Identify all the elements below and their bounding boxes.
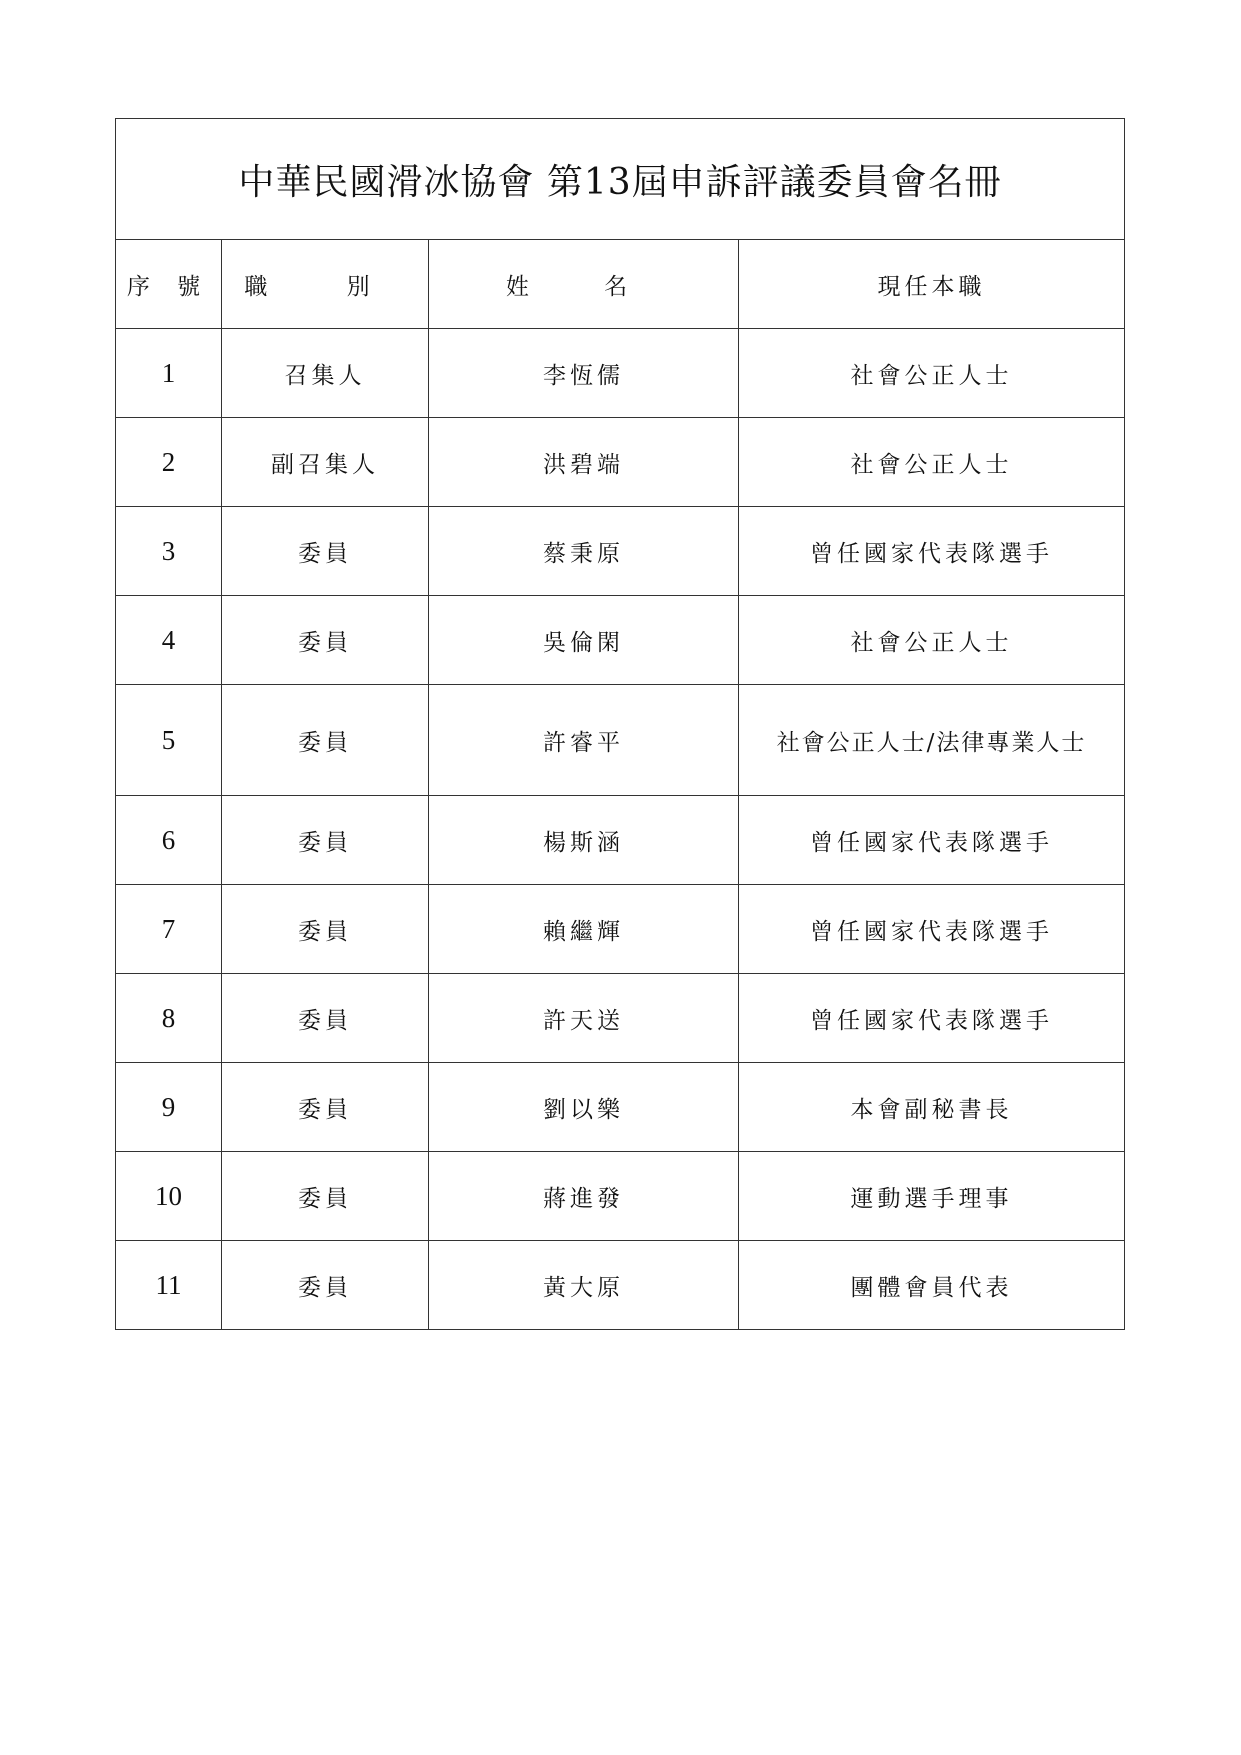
- row-position: 曾任國家代表隊選手: [739, 796, 1125, 885]
- row-number: 5: [116, 685, 222, 796]
- row-number: 2: [116, 418, 222, 507]
- row-name: 黃大原: [429, 1241, 739, 1330]
- row-name: 賴繼輝: [429, 885, 739, 974]
- row-number: 7: [116, 885, 222, 974]
- row-number: 4: [116, 596, 222, 685]
- row-role: 副召集人: [222, 418, 429, 507]
- row-name: 劉以樂: [429, 1063, 739, 1152]
- row-position: 社會公正人士: [739, 418, 1125, 507]
- row-number: 3: [116, 507, 222, 596]
- table-row: [116, 507, 1125, 596]
- column-header-number: 序 號: [116, 240, 222, 329]
- column-header-name: 姓 名: [429, 240, 739, 329]
- row-position: 運動選手理事: [739, 1152, 1125, 1241]
- table-row: [116, 596, 1125, 685]
- row-number: 10: [116, 1152, 222, 1241]
- row-role: 委員: [222, 507, 429, 596]
- row-name: 許睿平: [429, 685, 739, 796]
- row-position: 本會副秘書長: [739, 1063, 1125, 1152]
- row-position: 曾任國家代表隊選手: [739, 974, 1125, 1063]
- table-row: [116, 796, 1125, 885]
- row-role: 委員: [222, 1152, 429, 1241]
- table-row: [116, 418, 1125, 507]
- row-number: 6: [116, 796, 222, 885]
- table-row: [116, 974, 1125, 1063]
- row-position: 社會公正人士: [739, 596, 1125, 685]
- committee-roster-table: [115, 118, 1125, 1330]
- row-name: 吳倫閑: [429, 596, 739, 685]
- row-number: 8: [116, 974, 222, 1063]
- document-title: 中華民國滑冰協會 第13屆申訴評議委員會名冊: [116, 119, 1125, 240]
- row-number: 11: [116, 1241, 222, 1330]
- column-header-role: 職 別: [222, 240, 429, 329]
- table-row: [116, 685, 1125, 796]
- table-row: [116, 885, 1125, 974]
- row-name: 蔡秉原: [429, 507, 739, 596]
- row-role: 召集人: [222, 329, 429, 418]
- row-role: 委員: [222, 974, 429, 1063]
- table-row: [116, 1063, 1125, 1152]
- row-position: 曾任國家代表隊選手: [739, 885, 1125, 974]
- row-name: 許天送: [429, 974, 739, 1063]
- row-name: 蔣進發: [429, 1152, 739, 1241]
- row-role: 委員: [222, 1063, 429, 1152]
- row-name: 楊斯涵: [429, 796, 739, 885]
- row-name: 李恆儒: [429, 329, 739, 418]
- row-number: 9: [116, 1063, 222, 1152]
- table-row: [116, 329, 1125, 418]
- row-number: 1: [116, 329, 222, 418]
- row-role: 委員: [222, 685, 429, 796]
- header-row: [116, 240, 1125, 329]
- row-position: 團體會員代表: [739, 1241, 1125, 1330]
- row-position: 社會公正人士: [739, 329, 1125, 418]
- row-name: 洪碧端: [429, 418, 739, 507]
- table-row: [116, 1152, 1125, 1241]
- row-position: 社會公正人士/法律專業人士: [739, 685, 1125, 796]
- row-role: 委員: [222, 1241, 429, 1330]
- row-role: 委員: [222, 796, 429, 885]
- table-row: [116, 1241, 1125, 1330]
- row-role: 委員: [222, 885, 429, 974]
- row-position: 曾任國家代表隊選手: [739, 507, 1125, 596]
- row-role: 委員: [222, 596, 429, 685]
- column-header-position: 現任本職: [739, 240, 1125, 329]
